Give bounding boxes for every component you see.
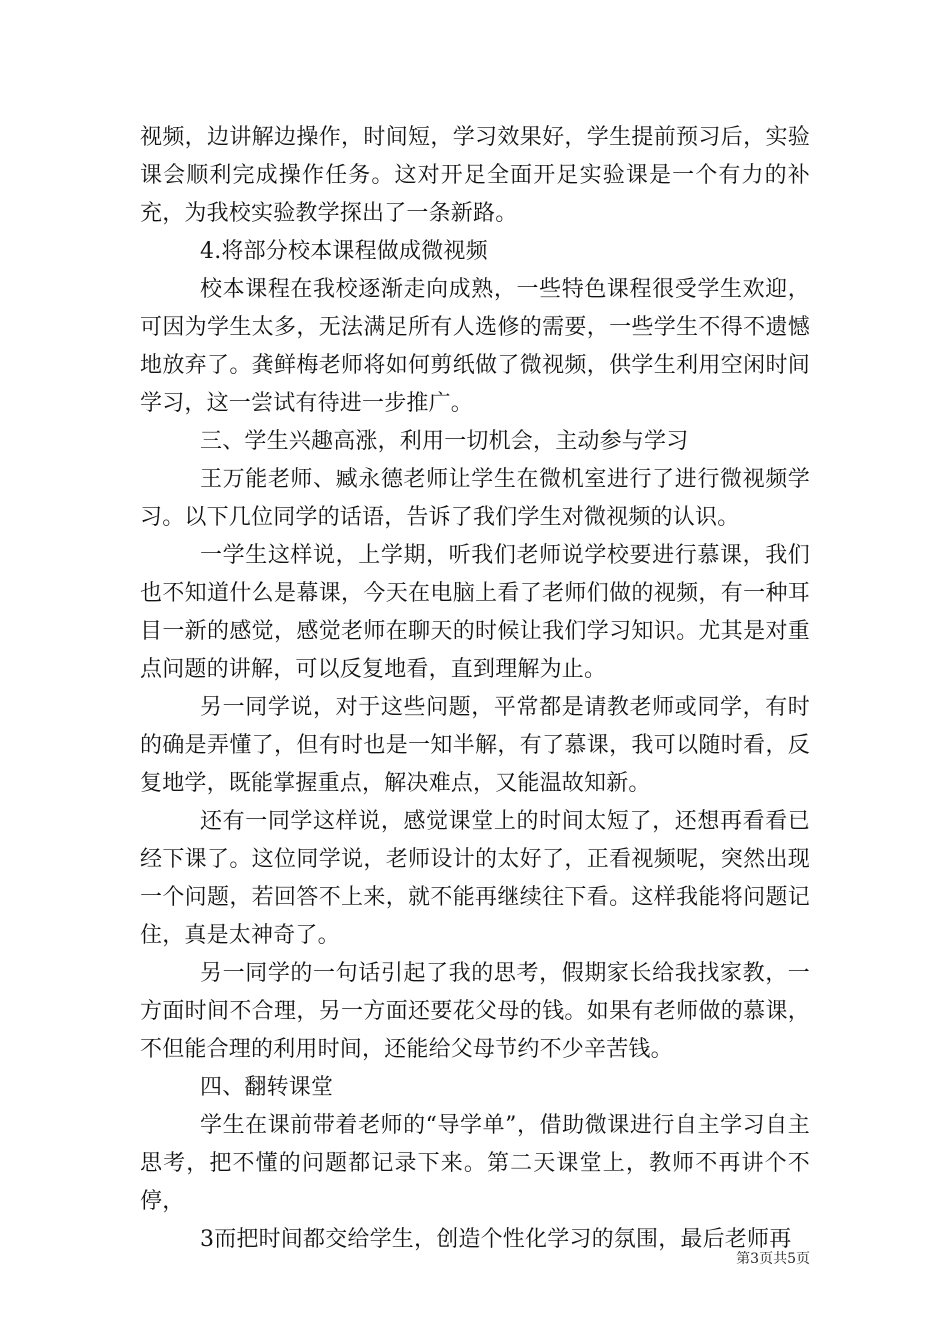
paragraph: 视频，边讲解边操作，时间短，学习效果好，学生提前预习后，实验课会顺利完成操作任务。这对开足全面开足实验课是一个有力的补充，为我校实验教学探出了一条新路。 — [140, 125, 810, 226]
body-text — [140, 119, 810, 1259]
paragraph: 一学生这样说，上学期，听我们老师说学校要进行慕课，我们也不知道什么是幕课，今天在电脑上看了老师们做的视频，有一种耳目一新的感觉，感觉老师在聊天的时候让我们学习知识。尤其是对重点问题的讲解，可以反复地看，直到理解为止。 — [140, 543, 810, 682]
section-heading: 4.将部分校本课程做成微视频 — [200, 239, 488, 264]
paragraph: 另一同学的一句话引起了我的思考，假期家长给我找家教，一方面时间不合理，另一方面还要花父母的钱。如果有老师做的慕课，不但能合理的利用时间，还能给父母节约不少辛苦钱。 — [140, 961, 810, 1062]
section-heading: 四、翻转课堂 — [200, 1075, 334, 1100]
page-number: 第3页共5页 — [736, 1251, 810, 1267]
paragraph: 校本课程在我校逐渐走向成熟，一些特色课程很受学生欢迎，可因为学生太多，无法满足所有人选修的需要，一些学生不得不遗憾地放弃了。龚鲜梅老师将如何剪纸做了微视频，供学生利用空闲时间学习，这一尝试有待进一步推广。 — [140, 277, 810, 416]
paragraph: 学生在课前带着老师的“导学单”，借助微课进行自主学习自主思考，把不懂的问题都记录下来。第二天课堂上，教师不再讲个不停， — [140, 1113, 810, 1214]
paragraph: 另一同学说，对于这些问题，平常都是请教老师或同学，有时的确是弄懂了，但有时也是一知半解，有了慕课，我可以随时看，反复地学，既能掌握重点，解决难点，又能温故知新。 — [140, 695, 810, 796]
section-heading: 三、学生兴趣高涨，利用一切机会，主动参与学习 — [200, 429, 689, 454]
paragraph: 王万能老师、臧永德老师让学生在微机室进行了进行微视频学习。以下几位同学的话语，告诉了我们学生对微视频的认识。 — [140, 467, 810, 530]
paragraph: 还有一同学这样说，感觉课堂上的时间太短了，还想再看看已经下课了。这位同学说，老师设计的太好了，正看视频呢，突然出现一个问题，若回答不上来，就不能再继续往下看。这样我能将问题记住，真是太神奇了。 — [140, 809, 810, 948]
paragraph: 3而把时间都交给学生，创造个性化学习的氛围，最后老师再 — [200, 1227, 792, 1252]
